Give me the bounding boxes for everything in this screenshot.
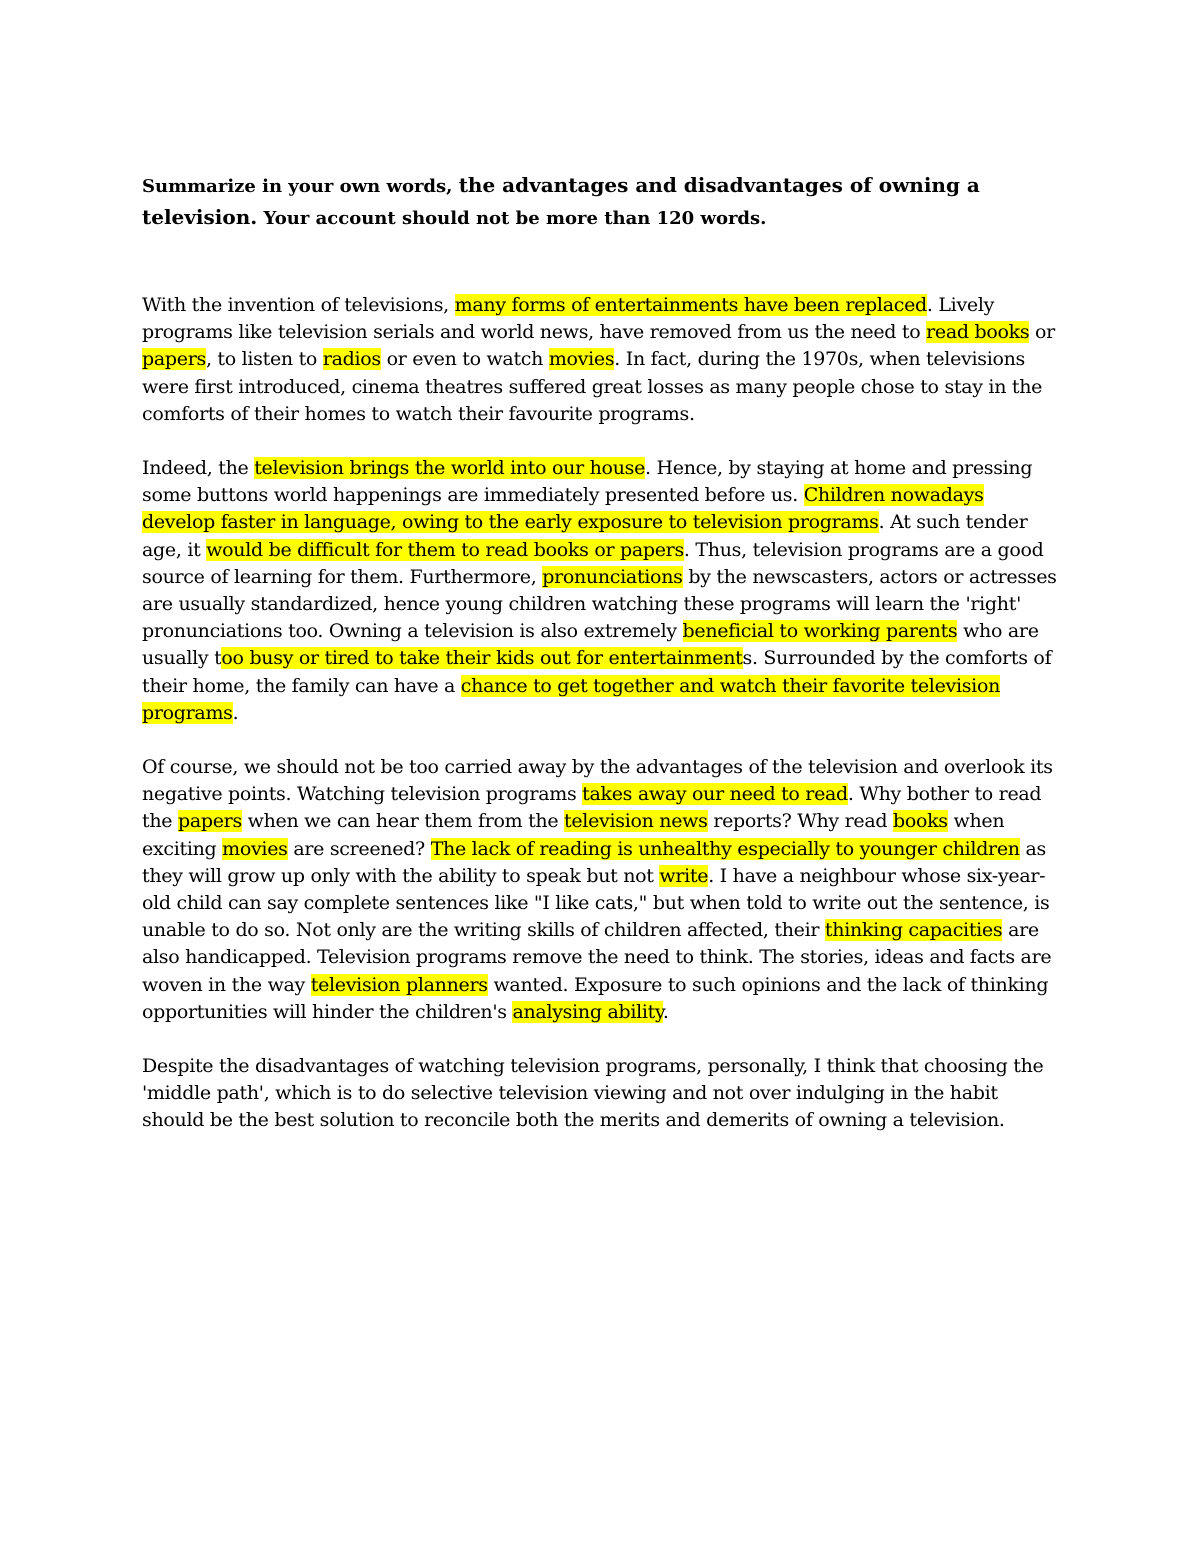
highlighted-phrase: read books	[926, 321, 1030, 344]
paragraph-3	[142, 754, 1062, 1026]
highlighted-phrase: pronunciations	[542, 565, 683, 588]
highlighted-phrase: movies	[548, 348, 615, 371]
highlighted-phrase: movies	[222, 837, 288, 860]
text-run: . Thus, television programs are a good source of learning for them. Furthermore,	[142, 538, 1044, 588]
highlighted-phrase: papers	[177, 810, 242, 833]
highlighted-phrase: many forms of entertainments have been replaced	[454, 294, 927, 316]
text-run: by the newscasters, actors or actresses are usually standardized, hence young children watching these programs will learn the 'right' pronunciations too. Owning a television is also extremely	[142, 565, 1057, 643]
highlighted-phrase: Children nowadays develop faster in language, owing to the early exposure to television programs	[142, 484, 984, 534]
text-run: . Why bother to read the	[142, 783, 1042, 833]
question-word-limit: Your account should not be more than 120 words.	[257, 208, 767, 229]
text-run: when exciting	[142, 810, 1005, 860]
text-run: Indeed, the	[142, 457, 255, 480]
highlighted-phrase: beneficial to working parents	[682, 620, 958, 643]
text-run: when we can hear them from the	[241, 810, 565, 833]
highlighted-phrase: would be difficult for them to read books or papers	[206, 538, 684, 561]
text-run: . In fact, during the 1970s, when televisions were first introduced, cinema theatres suffered great losses as many people chose to stay in the comforts of their homes to watch their favourite programs.	[142, 348, 1043, 425]
text-run: With the invention of televisions,	[142, 294, 455, 316]
highlighted-phrase: chance to get together and watch their favorite television programs	[142, 674, 1001, 724]
text-run: .	[662, 1000, 669, 1023]
highlighted-phrase: books	[892, 810, 948, 833]
question-topic: the advantages and disadvantages of owning a television.	[142, 173, 980, 229]
paragraph-2	[142, 455, 1062, 727]
text-run: , to listen to	[205, 348, 323, 371]
text-run: . Lively programs like television serials and world news, have removed from us the need to	[142, 294, 995, 344]
text-run: who are usually t	[142, 620, 1039, 670]
highlighted-phrase: takes away our need to read	[582, 783, 848, 806]
highlighted-phrase: television planners	[310, 973, 488, 996]
text-run: Despite the disadvantages of watching television programs, personally, I think that choosing the 'middle path', which is to do selective television viewing and not over indulging in the habit should be the best solution to reconcile both the merits and demerits of owning a television.	[142, 1055, 1044, 1132]
text-run: .	[232, 701, 239, 724]
text-run: . I have a neighbour whose six-year-old child can say complete sentences like "I like cats," but when told to write out the sentence, is unable to do so. Not only are the writing skills of children affected, their	[142, 864, 1050, 942]
text-run: wanted. Exposure to such opinions and the lack of thinking opportunities will hinder the children's	[142, 973, 1049, 1023]
paragraph-4	[142, 1053, 1062, 1135]
question-lead: Summarize in your own words,	[142, 176, 459, 197]
text-run: are screened?	[287, 837, 431, 860]
text-run: Of course, we should not be too carried away by the advantages of the television and overlook its negative points. Watching television programs	[142, 756, 1053, 806]
highlighted-phrase: analysing ability	[512, 1000, 663, 1023]
highlighted-phrase: television news	[564, 810, 708, 833]
text-run: . Hence, by staying at home and pressing some buttons world happenings are immediately presented before us.	[142, 457, 1033, 507]
text-run: or	[1029, 321, 1055, 344]
highlighted-phrase: papers	[142, 348, 206, 371]
question-prompt	[142, 170, 1062, 234]
highlighted-phrase: write	[659, 864, 709, 887]
document-body	[142, 170, 1062, 1135]
text-run: . At such tender age, it	[142, 511, 1028, 561]
text-run: s. Surrounded by the comforts of their home, the family can have a	[142, 647, 1052, 697]
text-run: reports? Why read	[707, 810, 893, 833]
highlighted-phrase: television brings the world into our house	[254, 457, 646, 480]
highlighted-phrase: The lack of reading is unhealthy especially to younger children	[430, 837, 1020, 860]
text-run: as they will grow up only with the ability to speak but not	[142, 837, 1046, 887]
highlighted-phrase: radios	[322, 348, 381, 371]
text-run: or even to watch	[380, 348, 549, 371]
highlighted-phrase: oo busy or tired to take their kids out for entertainment	[221, 647, 743, 670]
highlighted-phrase: thinking capacities	[824, 919, 1003, 942]
text-run: are also handicapped. Television programs remove the need to think. The stories, ideas and facts are woven in the way	[142, 919, 1052, 996]
paragraph-1	[142, 292, 1062, 428]
